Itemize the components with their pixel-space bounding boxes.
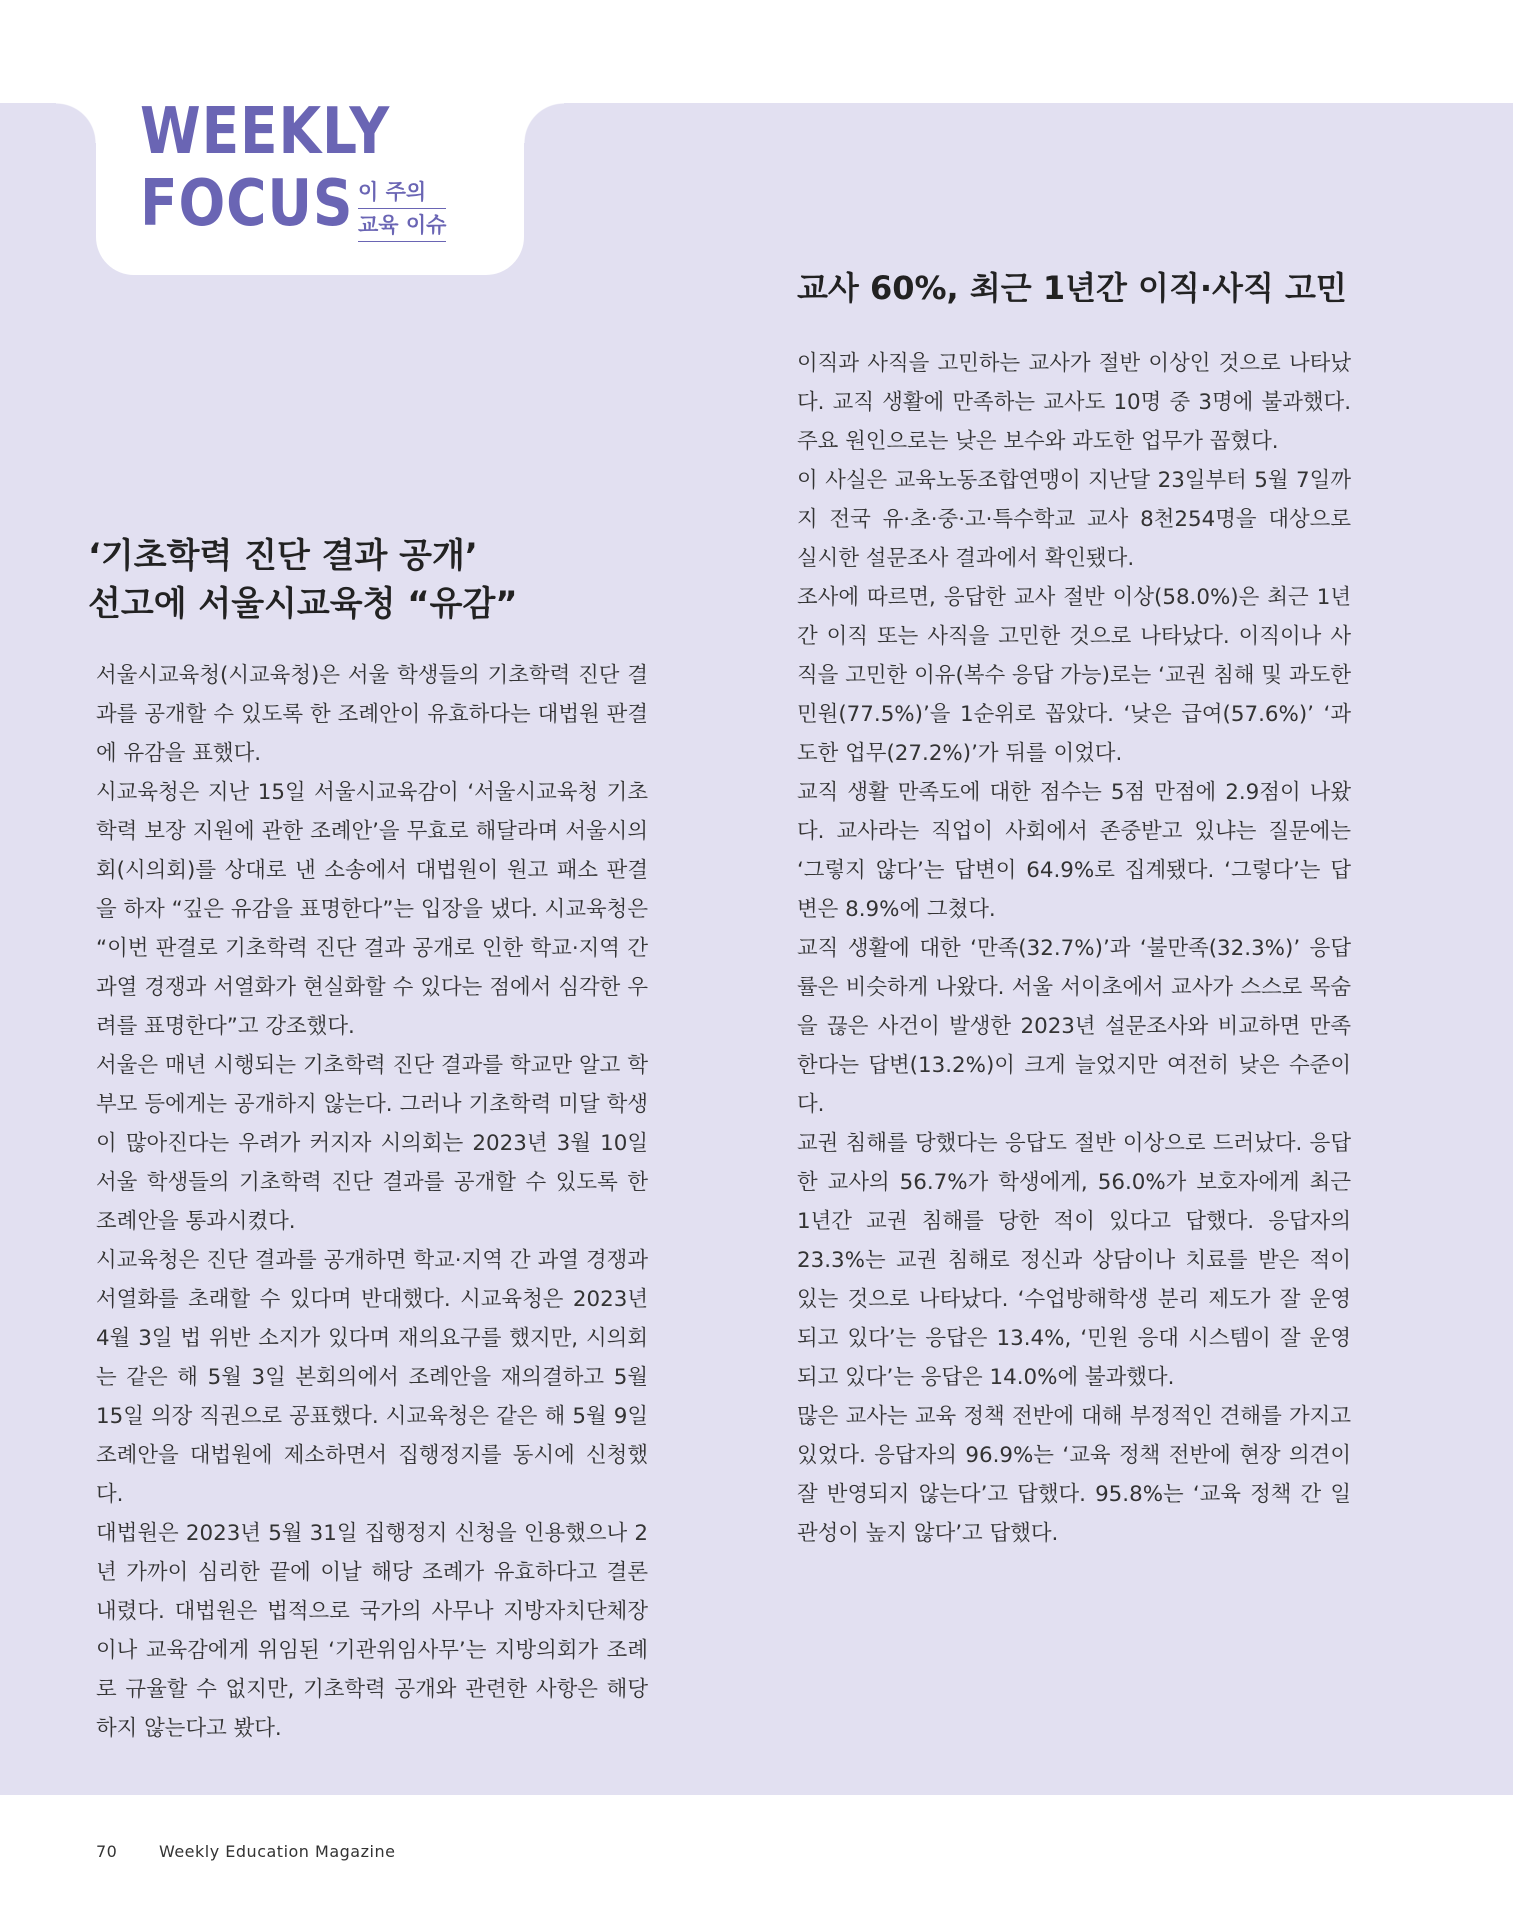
left-article-body [96, 656, 648, 1748]
left-paragraph: 서울시교육청(시교육청)은 서울 학생들의 기초학력 진단 결과를 공개할 수 있도록 한 조례안이 유효하다는 대법원 판결에 유감을 표했다. [96, 663, 648, 766]
section-subtitle-line1: 이 주의 [358, 176, 446, 209]
tab-corner-right [524, 103, 564, 143]
page-footer [96, 1842, 395, 1861]
left-headline-line2: 선고에 서울시교육청 “유감” [88, 584, 518, 624]
right-paragraph: 이직과 사직을 고민하는 교사가 절반 이상인 것으로 나타났다. 교직 생활에 만족하는 교사도 10명 중 3명에 불과했다. 주요 원인으로는 낮은 보수와 과도한 업무가 꼽혔다. [797, 351, 1351, 454]
right-paragraph: 많은 교사는 교육 정책 전반에 대해 부정적인 견해를 가지고 있었다. 응답자의 96.9%는 ‘교육 정책 전반에 현장 의견이 잘 반영되지 않는다’고 답했다. 95.8%는 ‘교육 정책 간 일관성이 높지 않다’고 답했다. [797, 1404, 1351, 1546]
left-paragraph: 대법원은 2023년 5월 31일 집행정지 신청을 인용했으나 2년 가까이 심리한 끝에 이날 해당 조례가 유효하다고 결론 내렸다. 대법원은 법적으로 국가의 사무나 지방자치단체장이나 교육감에게 위임된 ‘기관위임사무’는 지방의회가 조례로 규율할 수 없지만, 기초학력 공개와 관련한 사항은 해당하지 않는다고 봤다. [96, 1521, 648, 1741]
publication-name: Weekly Education Magazine [158, 1842, 396, 1861]
section-subtitle [358, 176, 446, 242]
section-subtitle-line2: 교육 이슈 [358, 209, 446, 242]
left-paragraph: 시교육청은 진단 결과를 공개하면 학교·지역 간 과열 경쟁과 서열화를 초래할 수 있다며 반대했다. 시교육청은 2023년 4월 3일 법 위반 소지가 있다며 재의요구를 했지만, 시의회는 같은 해 5월 3일 본회의에서 조례안을 재의결하고 5월 15일 의장 직권으로 공표했다. 시교육청은 같은 해 5월 9일 조례안을 대법원에 제소하면서 집행정지를 동시에 신청했다. [96, 1248, 648, 1507]
left-paragraph: 서울은 매년 시행되는 기초학력 진단 결과를 학교만 알고 학부모 등에게는 공개하지 않는다. 그러나 기초학력 미달 학생이 많아진다는 우려가 커지자 시의회는 2023년 3월 10일 서울 학생들의 기초학력 진단 결과를 공개할 수 있도록 한 조례안을 통과시켰다. [96, 1053, 648, 1234]
right-paragraph: 교직 생활 만족도에 대한 점수는 5점 만점에 2.9점이 나왔다. 교사라는 직업이 사회에서 존중받고 있냐는 질문에는 ‘그렇지 않다’는 답변이 64.9%로 집계됐다. ‘그렇다’는 답변은 8.9%에 그쳤다. [797, 780, 1351, 922]
logo-line-weekly: WEEKLY [140, 95, 391, 169]
tab-corner-left [56, 103, 96, 143]
right-paragraph: 이 사실은 교육노동조합연맹이 지난달 23일부터 5월 7일까지 전국 유·초·중·고·특수학교 교사 8천254명을 대상으로 실시한 설문조사 결과에서 확인됐다. [797, 468, 1351, 571]
left-article-headline [88, 532, 648, 628]
left-paragraph: 시교육청은 지난 15일 서울시교육감이 ‘서울시교육청 기초학력 보장 지원에 관한 조례안’을 무효로 해달라며 서울시의회(시의회)를 상대로 낸 소송에서 대법원이 원고 패소 판결을 하자 “깊은 유감을 표명한다”는 입장을 냈다. 시교육청은 “이번 판결로 기초학력 진단 결과 공개로 인한 학교·지역 간 과열 경쟁과 서열화가 현실화할 수 있다는 점에서 심각한 우려를 표명한다”고 강조했다. [96, 780, 648, 1039]
right-article-headline: 교사 60%, 최근 1년간 이직·사직 고민 [797, 269, 1347, 307]
left-headline-line1: ‘기초학력 진단 결과 공개’ [88, 536, 478, 576]
logo-line-focus: FOCUS [140, 167, 354, 241]
right-article-body [797, 344, 1351, 1553]
section-logo [140, 96, 390, 240]
right-paragraph: 교직 생활에 대한 ‘만족(32.7%)’과 ‘불만족(32.3%)’ 응답률은 비슷하게 나왔다. 서울 서이초에서 교사가 스스로 목숨을 끊은 사건이 발생한 2023년 설문조사와 비교하면 만족한다는 답변(13.2%)이 크게 늘었지만 여전히 낮은 수준이다. [797, 936, 1351, 1117]
right-paragraph: 조사에 따르면, 응답한 교사 절반 이상(58.0%)은 최근 1년간 이직 또는 사직을 고민한 것으로 나타났다. 이직이나 사직을 고민한 이유(복수 응답 가능)로는 ‘교권 침해 및 과도한 민원(77.5%)’을 1순위로 꼽았다. ‘낮은 급여(57.6%)’ ‘과도한 업무(27.2%)’가 뒤를 이었다. [797, 585, 1351, 766]
page-number: 70 [96, 1842, 118, 1861]
right-paragraph: 교권 침해를 당했다는 응답도 절반 이상으로 드러났다. 응답한 교사의 56.7%가 학생에게, 56.0%가 보호자에게 최근 1년간 교권 침해를 당한 적이 있다고 답했다. 응답자의 23.3%는 교권 침해로 정신과 상담이나 치료를 받은 적이 있는 것으로 나타났다. ‘수업방해학생 분리 제도가 잘 운영되고 있다’는 응답은 13.4%, ‘민원 응대 시스템이 잘 운영되고 있다’는 응답은 14.0%에 불과했다. [797, 1131, 1351, 1390]
